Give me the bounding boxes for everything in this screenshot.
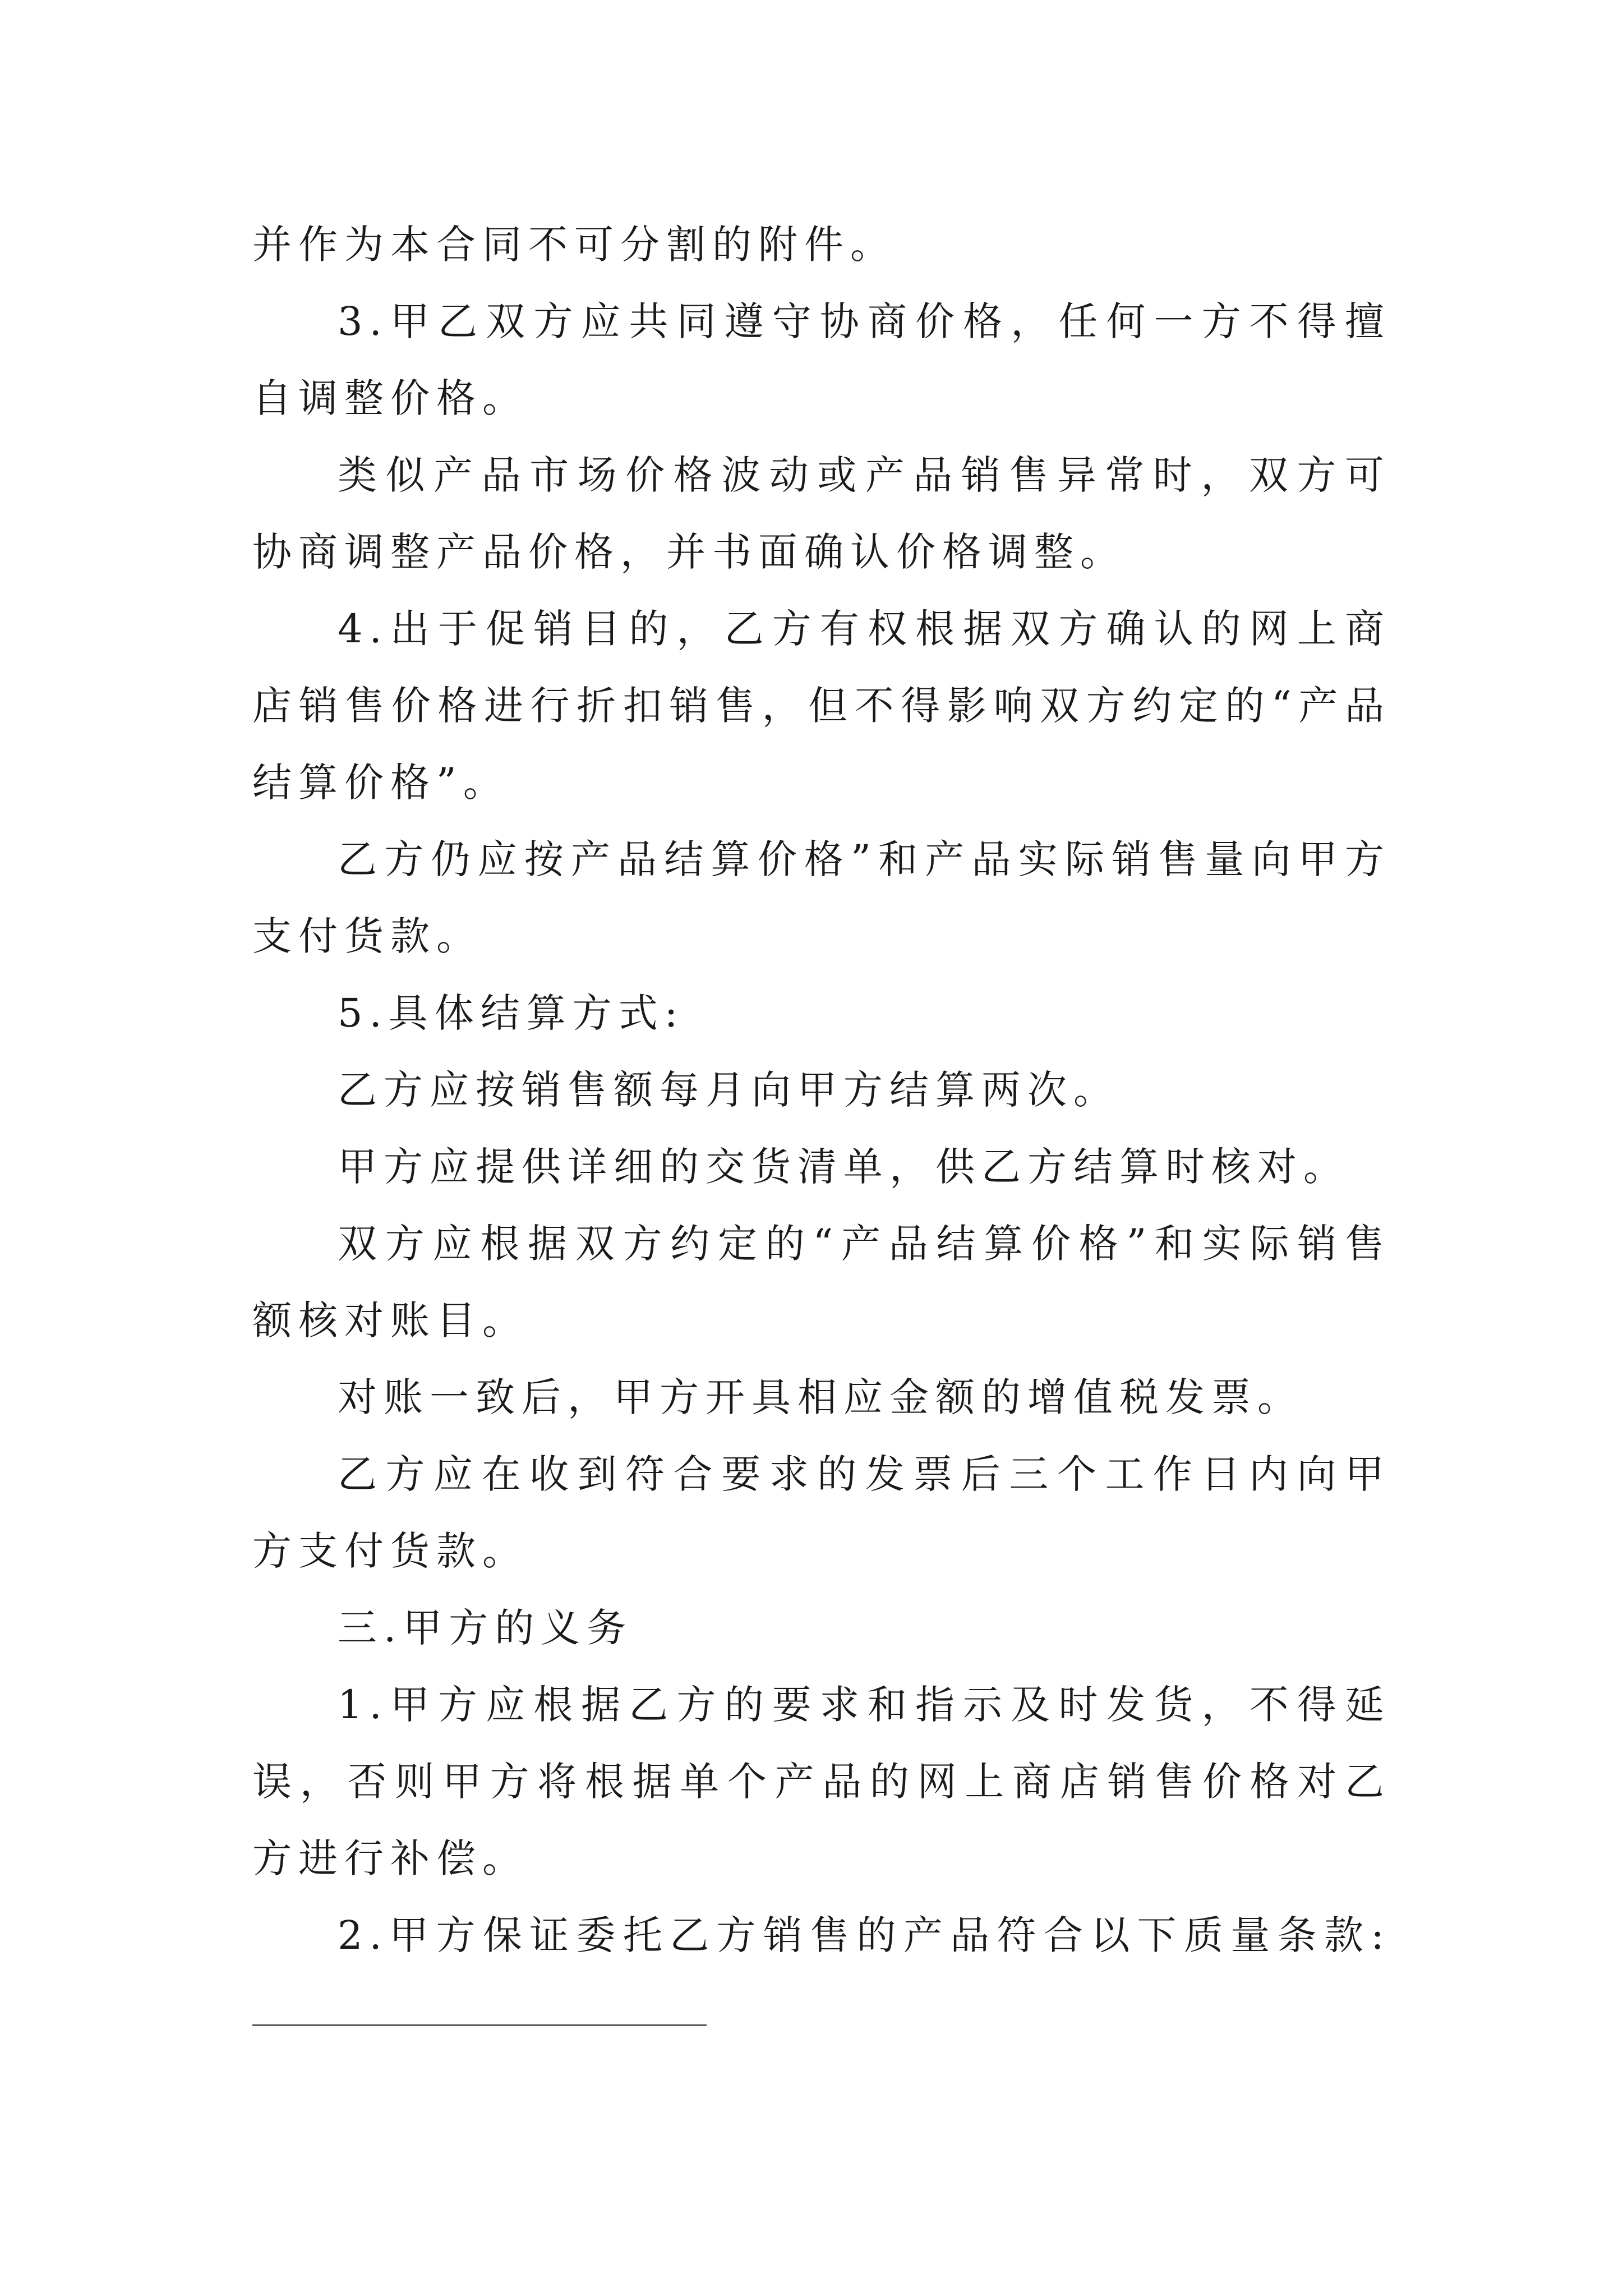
document-page	[252, 206, 1391, 2051]
paragraph-clause-4: 4.出于促销目的，乙方有权根据双方确认的网上商店销售价格进行折扣销售，但不得影响双方约定的“产品结算价格”。	[252, 606, 1391, 806]
obligation-2-text: 2.甲方保证委托乙方销售的产品符合以下质量条款:	[338, 1912, 1391, 1958]
paragraph-clause-5-title: 5.具体结算方式:	[338, 990, 685, 1036]
paragraph-payment-basis: 乙方仍应按产品结算价格”和产品实际销售量向甲方支付货款。	[252, 836, 1391, 959]
section-heading-party-a-obligations: 三.甲方的义务	[338, 1605, 633, 1651]
paragraph-obligation-2	[252, 1897, 1391, 2051]
paragraph-invoice: 对账一致后，甲方开具相应金额的增值税发票。	[338, 1374, 1303, 1420]
paragraph-continuation: 并作为本合同不可分割的附件。	[252, 222, 896, 268]
paragraph-reconcile-accounts: 双方应根据双方约定的“产品结算价格”和实际销售额核对账目。	[252, 1221, 1391, 1343]
paragraph-price-adjustment: 类似产品市场价格波动或产品销售异常时，双方可协商调整产品价格，并书面确认价格调整。	[252, 452, 1391, 575]
paragraph-settlement-frequency: 乙方应按销售额每月向甲方结算两次。	[338, 1067, 1119, 1113]
paragraph-delivery-list: 甲方应提供详细的交货清单，供乙方结算时核对。	[338, 1144, 1349, 1190]
paragraph-clause-3: 3.甲乙双方应共同遵守协商价格，任何一方不得擅自调整价格。	[252, 298, 1391, 421]
paragraph-obligation-1: 1.甲方应根据乙方的要求和指示及时发货，不得延误，否则甲方将根据单个产品的网上商店销售价格对乙方进行补偿。	[252, 1682, 1391, 1881]
paragraph-payment-deadline: 乙方应在收到符合要求的发票后三个工作日内向甲方支付货款。	[252, 1451, 1391, 1574]
fill-in-blank-line[interactable]	[252, 1991, 707, 2026]
